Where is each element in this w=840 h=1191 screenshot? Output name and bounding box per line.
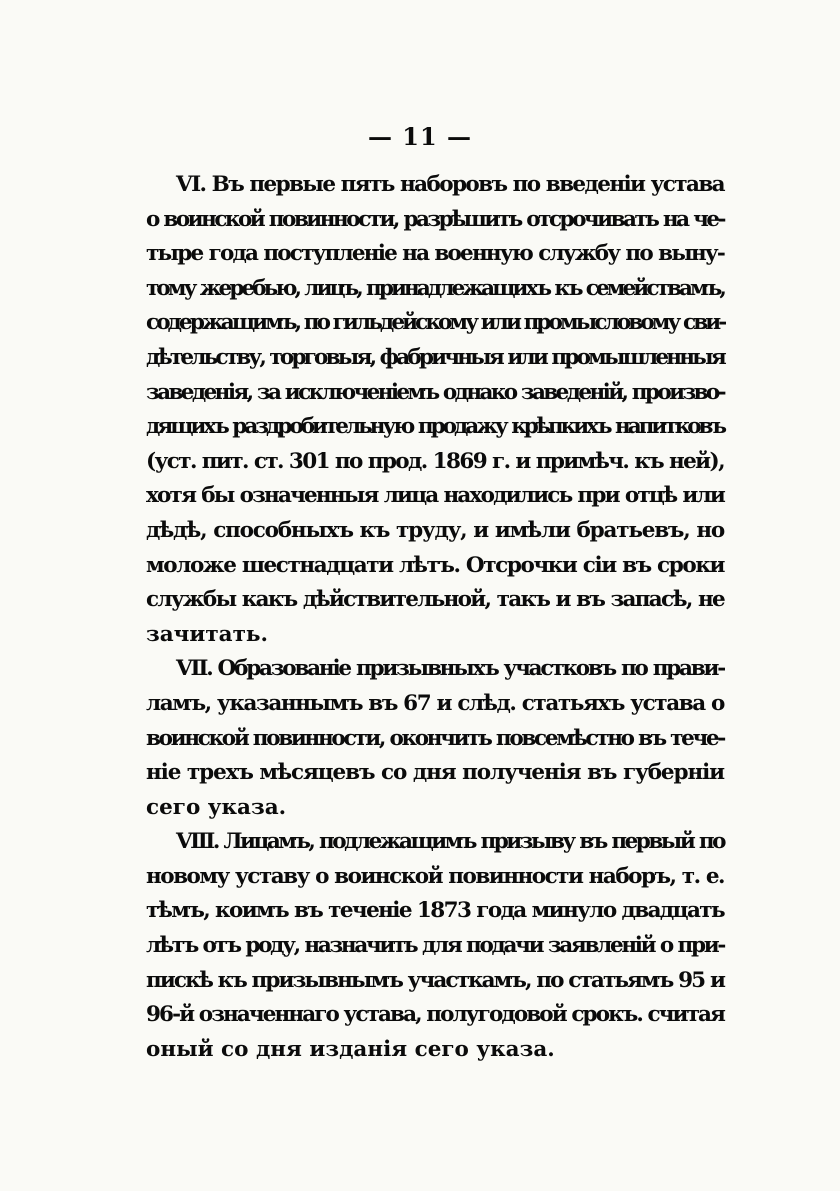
text-line: дящихъ раздробительную продажу крѣпкихъ напитковъ [146, 414, 724, 440]
text-line: 96-й означеннаго устава, полугодовой срокъ. считая [146, 1002, 725, 1028]
text-line: зачитать. [146, 621, 268, 647]
text-line: хотя бы означенныя лица находились при отцѣ или [146, 483, 724, 509]
text-line: службы какъ дѣйствительной, такъ и въ запасѣ, не [146, 587, 724, 613]
text-line: (уст. пит. ст. 301 по прод. 1869 г. и примѣч. къ ней), [146, 448, 724, 474]
paragraph-vii [146, 652, 724, 825]
text-line: ламъ, указаннымъ въ 67 и слѣд. статьяхъ устава о [146, 690, 724, 716]
text-body [146, 168, 724, 1067]
paragraph-vi [146, 168, 724, 652]
text-line: VII. Образованіе призывныхъ участковъ по прави- [176, 656, 724, 682]
text-line: воинской повинности, окончить повсемѣстно въ тече- [146, 725, 724, 751]
text-line: лѣтъ отъ роду, назначить для подачи заявленій о при- [146, 933, 724, 959]
text-line: VI. Въ первые пять наборовъ по введеніи устава [176, 172, 724, 197]
text-line: дѣдѣ, способныхъ къ труду, и имѣли братьевъ, но [146, 517, 724, 543]
text-line: тѣмъ, коимъ въ теченіе 1873 года минуло двадцать [146, 898, 724, 924]
text-line: пискѣ къ призывнымъ участкамъ, по статьямъ 95 и [146, 967, 724, 993]
text-line: тому жеребью, лицъ, принадлежащихъ къ семействамъ, [146, 275, 724, 301]
page-number: — 11 — [367, 122, 473, 151]
text-line: содержащимъ, по гильдейскому или промысловому сви- [146, 310, 725, 336]
text-line: сего указа. [146, 794, 287, 820]
text-line: оный со дня изданія сего указа. [146, 1036, 555, 1062]
text-line: ніе трехъ мѣсяцевъ со дня полученія въ губерніи [146, 760, 724, 786]
text-line: VIII. Лицамъ, подлежащимъ призыву въ первый по [176, 829, 724, 855]
paragraph-viii [146, 825, 724, 1067]
text-line: новому уставу о воинской повинности наборъ, т. е. [146, 863, 724, 889]
text-line: тыре года поступленіе на военную службу по выну- [146, 241, 724, 267]
text-line: моложе шестнадцати лѣтъ. Отсрочки сіи въ сроки [146, 552, 724, 578]
text-line: заведенія, за исключеніемъ однако заведеній, произво- [146, 379, 724, 405]
text-line: дѣтельству, торговыя, фабричныя или промышленныя [146, 344, 724, 370]
text-line: о воинской повинности, разрѣшить отсрочивать на че- [146, 206, 724, 232]
